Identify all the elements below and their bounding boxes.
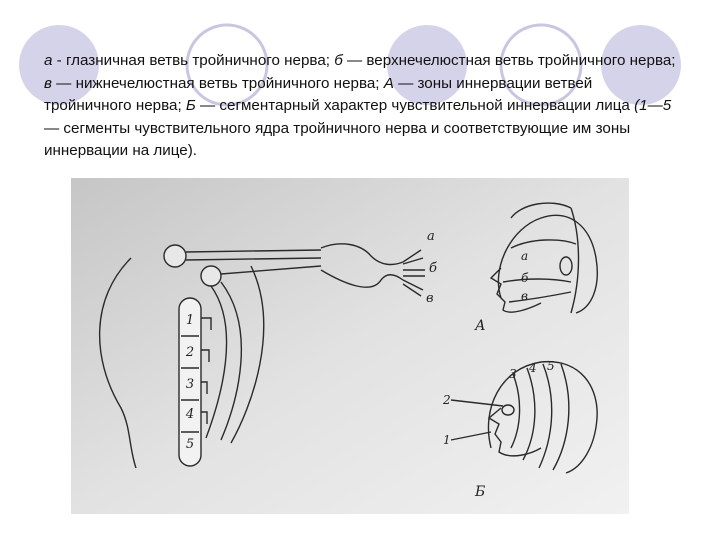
trigeminal-nerve-figure: [71, 178, 629, 514]
segment-number-5: 5: [185, 437, 195, 452]
face-b-zone-5: 5: [547, 359, 555, 373]
face-b-zone-4: 4: [529, 361, 537, 375]
caption-part: А: [383, 74, 394, 92]
branch-label-c: в: [426, 291, 434, 306]
face-a-zone-labels: [521, 249, 529, 303]
segment-number-3: 3: [185, 377, 195, 392]
segment-number-2: 2: [185, 345, 195, 360]
segment-number-1: 1: [185, 313, 195, 328]
caption-part: а: [44, 52, 53, 69]
face-a-label: А: [475, 318, 486, 334]
caption-part: — сегменты чувствительного ядра тройничного нерва и соответствующие им зоны иннервации на лице).: [44, 119, 631, 159]
face-a-zone-b: б: [521, 271, 529, 285]
face-a-zone-a: а: [521, 249, 529, 263]
caption-part: — сегментарный характер чувствительной иннервации лица: [195, 97, 635, 114]
ganglion-node-upper: [164, 245, 186, 267]
face-b-zone-1: 1: [443, 433, 451, 447]
face-b-label: Б: [475, 484, 486, 500]
face-b-zone-3: 3: [509, 367, 517, 381]
caption-part: — нижнечелюстная ветвь тройничного нерва;: [51, 74, 384, 92]
caption-part: — верхнечелюстная ветвь тройничного нерва;: [342, 52, 676, 69]
figure-caption: [44, 50, 684, 163]
face-b-zone-2: 2: [443, 393, 451, 407]
caption-part: в: [44, 74, 52, 92]
branch-label-b: б: [429, 261, 437, 276]
caption-part: — зоны иннервации ветвей тройничного нерва;: [44, 74, 593, 114]
branch-label-a: а: [427, 229, 435, 244]
ganglion-node-lower: [201, 266, 221, 286]
caption-part: б: [334, 52, 343, 69]
figure-background: [71, 178, 629, 514]
caption-part: (1—5: [634, 97, 672, 114]
caption-part: Б: [185, 97, 196, 114]
face-a-zone-c: в: [521, 289, 528, 303]
segment-number-4: 4: [185, 407, 195, 422]
caption-part: - глазничная ветвь тройничного нерва;: [52, 52, 335, 69]
